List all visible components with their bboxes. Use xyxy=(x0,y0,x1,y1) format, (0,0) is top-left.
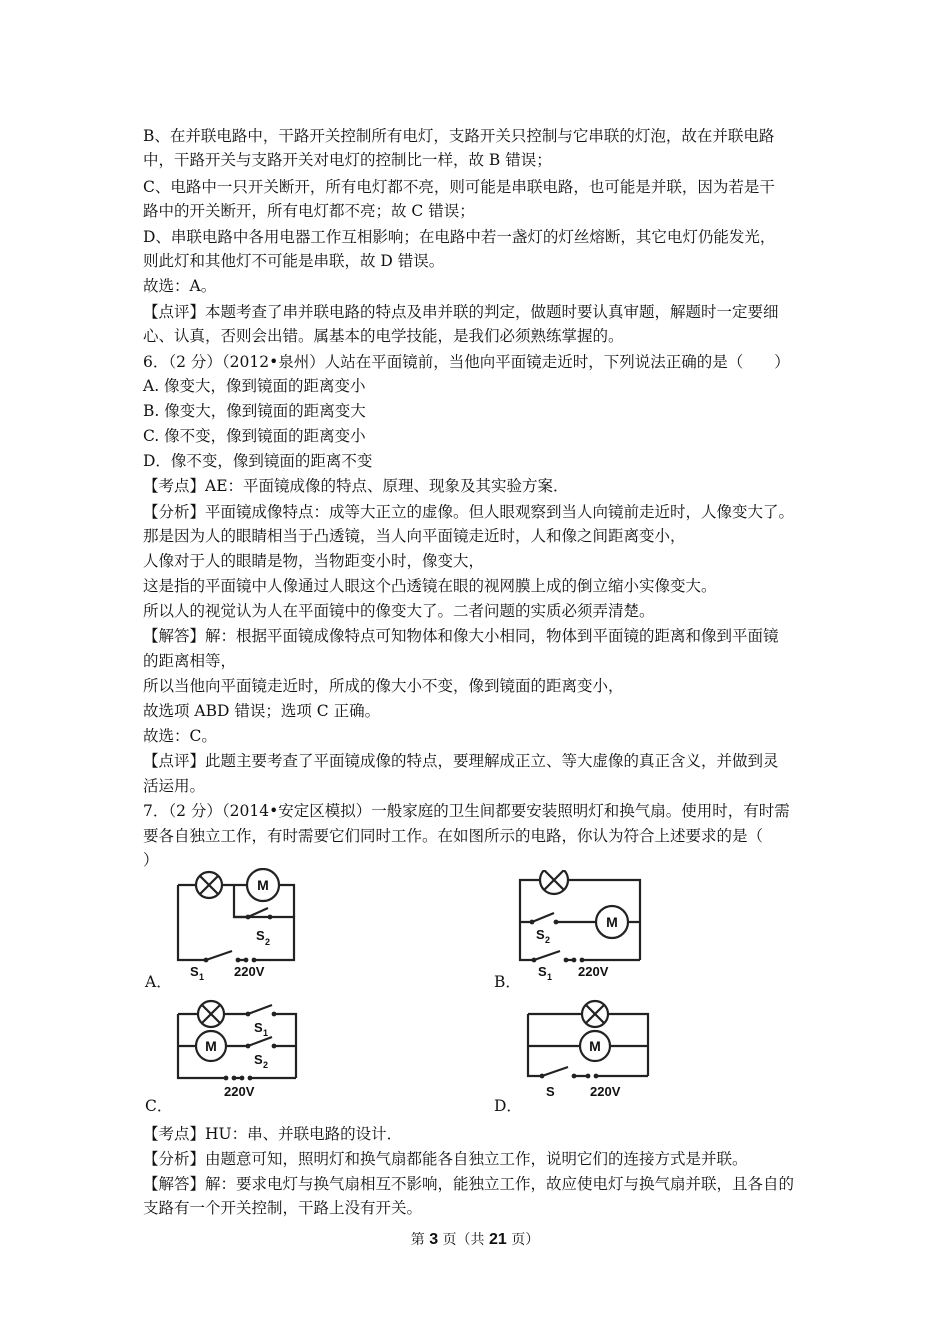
switch-s2-subscript: 2 xyxy=(545,935,551,945)
circuit-option-a-label: A． xyxy=(145,973,172,991)
text-line: 故选项 ABD 错误；选项 C 正确。 xyxy=(143,702,381,720)
text-line: 则此灯和其他灯不可能是串联，故 D 错误。 xyxy=(143,252,445,270)
motor-label: M xyxy=(257,877,269,893)
text-line: 【分析】平面镜成像特点：成等大正立的虚像。但人眼观察到当人向镜前走近时，人像变大了。 xyxy=(143,503,795,521)
page-footer xyxy=(0,1229,950,1249)
voltage-label: 220V xyxy=(590,1084,621,1099)
text-line: 所以人的视觉认为人在平面镜中的像变大了。二者问题的实质必须弄清楚。 xyxy=(143,602,655,620)
footer-prefix: 第 xyxy=(410,1232,425,1248)
text-line: 要各自独立工作，有时需要它们同时工作。在如图所示的电路，你认为符合上述要求的是（ xyxy=(143,827,764,845)
page-total: 21 xyxy=(489,1231,507,1248)
text-line: D、串联电路中各用电器工作互相影响；在电路中若一盏灯的灯丝熔断，其它电灯仍能发光， xyxy=(143,228,776,246)
text-line: 故选：C。 xyxy=(143,727,217,745)
text-line: B、在并联电路中，干路开关控制所有电灯，支路开关只控制与它串联的灯泡，故在并联电路 xyxy=(143,127,775,145)
page-number: 3 xyxy=(429,1231,439,1248)
text-line: 那是因为人的眼睛相当于凸透镜，当人向平面镜走近时，人和像之间距离变小， xyxy=(143,527,686,545)
voltage-label: 220V xyxy=(224,1084,255,1099)
option-d: D．像不变，像到镜面的距离不变 xyxy=(143,452,373,470)
motor-label: M xyxy=(205,1038,217,1054)
circuit-diagram-c xyxy=(168,996,308,1102)
text-line: 【点评】本题考查了串并联电路的特点及串并联的判定，做题时要认真审题，解题时一定要细 xyxy=(143,303,779,321)
text-line: 中，干路开关与支路开关对电灯的控制比一样，故 B 错误； xyxy=(143,151,552,169)
switch-s2-label: S xyxy=(256,928,265,943)
switch-s2-subscript: 2 xyxy=(265,937,271,947)
switch-s2-subscript: 2 xyxy=(263,1060,269,1070)
switch-s1-label: S xyxy=(254,1020,263,1035)
circuit-diagram-b xyxy=(510,870,650,982)
text-line: 【点评】此题主要考查了平面镜成像的特点，要理解成正立、等大虚像的真正含义，并做到灵 xyxy=(143,752,779,770)
question-6: 6．（2 分）（2012•泉州）人站在平面镜前，当他向平面镜走近时，下列说法正确的是（ ） xyxy=(143,353,790,371)
text-line: 活运用。 xyxy=(143,777,206,795)
switch-s1-label: S xyxy=(538,964,547,979)
text-line: 【考点】AE：平面镜成像的特点、原理、现象及其实验方案． xyxy=(143,477,569,495)
switch-s1-label: S xyxy=(190,964,199,979)
voltage-label: 220V xyxy=(234,964,265,979)
footer-suffix: 页） xyxy=(511,1232,540,1248)
option-b: B. 像变大，像到镜面的距离变大 xyxy=(143,402,366,420)
switch-s2-label: S xyxy=(254,1052,263,1067)
circuit-diagram-d xyxy=(518,996,658,1102)
switch-s1-subscript: 1 xyxy=(263,1028,269,1038)
text-line: 【考点】HU：串、并联电路的设计． xyxy=(143,1125,403,1143)
text-line: ） xyxy=(143,851,159,869)
text-line: 的距离相等， xyxy=(143,652,237,670)
text-line: 【解答】解：根据平面镜成像特点可知物体和像大小相同，物体到平面镜的距离和像到平面镜 xyxy=(143,627,779,645)
text-line: 【解答】解：要求电灯与换气扇相互不影响，能独立工作，故应使电灯与换气扇并联，且各自的 xyxy=(143,1175,795,1193)
switch-s1-subscript: 1 xyxy=(199,972,205,980)
circuit-diagram-a xyxy=(168,868,308,980)
text-line: 支路有一个开关控制，干路上没有开关。 xyxy=(143,1199,423,1217)
footer-middle: 页（共 xyxy=(442,1232,485,1248)
circuit-option-c-label: C． xyxy=(145,1097,173,1115)
option-c: C. 像不变，像到镜面的距离变小 xyxy=(143,427,366,445)
question-7: 7．（2 分）（2014•安定区模拟）一般家庭的卫生间都要安装照明灯和换气扇。使用时，有时需 xyxy=(143,802,790,820)
motor-label: M xyxy=(606,914,618,930)
text-line: 人像对于人的眼睛是物，当物距变小时，像变大， xyxy=(143,552,485,570)
text-line: C、电路中一只开关断开，所有电灯都不亮，则可能是串联电路，也可能是并联，因为若是干 xyxy=(143,178,775,196)
text-line: 所以当他向平面镜走近时，所成的像大小不变，像到镜面的距离变小， xyxy=(143,677,624,695)
text-line: 心、认真，否则会出错。属基本的电学技能，是我们必须熟练掌握的。 xyxy=(143,327,624,345)
voltage-label: 220V xyxy=(578,964,609,979)
text-line: 故选：A。 xyxy=(143,277,217,295)
option-a: A. 像变大，像到镜面的距离变小 xyxy=(143,377,366,395)
text-line: 这是指的平面镜中人像通过人眼这个凸透镜在眼的视网膜上成的倒立缩小实像变大。 xyxy=(143,577,717,595)
motor-label: M xyxy=(589,1038,601,1054)
switch-s-label: S xyxy=(546,1084,555,1099)
switch-s2-label: S xyxy=(536,927,545,942)
circuit-option-b-label: B． xyxy=(494,973,521,991)
text-line: 【分析】由题意可知，照明灯和换气扇都能各自独立工作，说明它们的连接方式是并联。 xyxy=(143,1150,748,1168)
circuit-option-d-label: D． xyxy=(494,1097,522,1115)
switch-s1-subscript: 1 xyxy=(547,972,553,982)
text-line: 路中的开关断开，所有电灯都不亮；故 C 错误； xyxy=(143,202,475,220)
